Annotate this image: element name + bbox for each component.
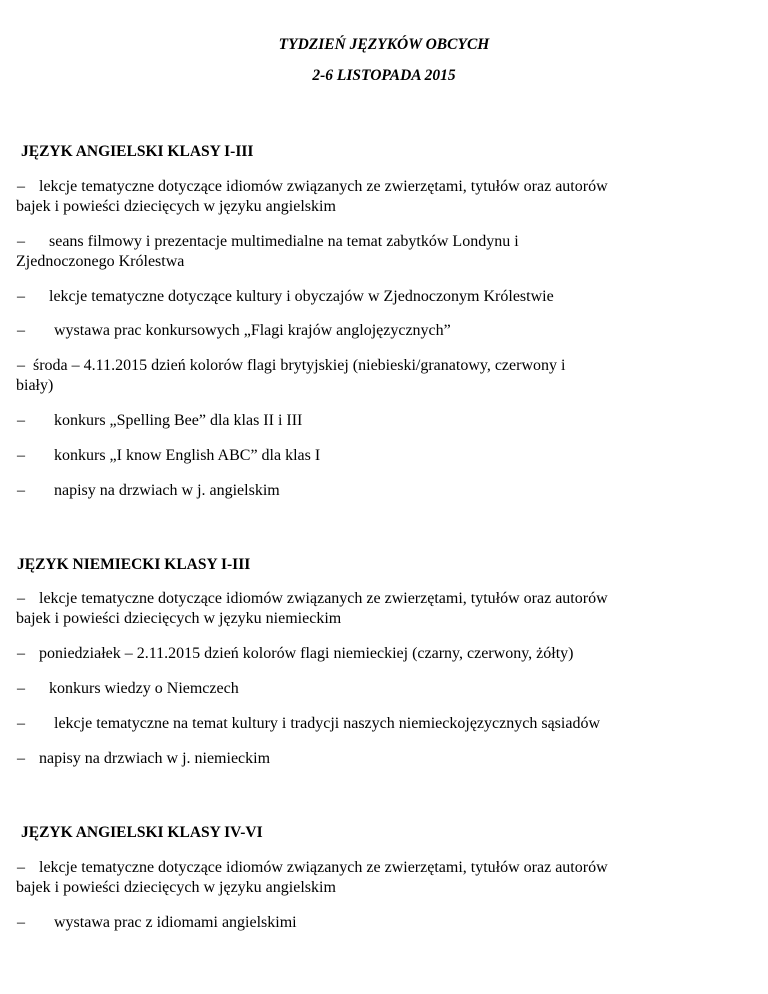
list-item (17, 643, 747, 665)
list-item (17, 713, 747, 735)
item-text: lekcje tematyczne dotyczące idiomów związanych ze zwierzętami, tytułów oraz autorów (39, 859, 608, 876)
item-dash: – (17, 412, 25, 429)
item-text: lekcje tematyczne na temat kultury i tradycji naszych niemieckojęzycznych sąsiadów (54, 715, 600, 732)
list-item (17, 748, 747, 770)
item-text: konkurs „I know English ABC” dla klas I (54, 447, 321, 464)
item-text: napisy na drzwiach w j. angielskim (54, 482, 280, 499)
item-text: poniedziałek – 2.11.2015 dzień kolorów flagi niemieckiej (czarny, czerwony, żółty) (39, 645, 574, 662)
item-text: wystawa prac konkursowych „Flagi krajów anglojęzycznych” (54, 322, 451, 339)
item-dash: – (17, 322, 25, 339)
item-text: wystawa prac z idiomami angielskimi (54, 914, 297, 931)
item-dash: – (17, 447, 25, 464)
item-dash: – (17, 859, 25, 876)
item-text: napisy na drzwiach w j. niemieckim (39, 750, 271, 767)
list-item (17, 588, 747, 610)
list-item (17, 410, 747, 432)
item-dash: – (17, 590, 25, 607)
item-dash: – (17, 233, 25, 250)
item-dash: – (17, 680, 25, 697)
item-text: seans filmowy i prezentacje multimedialne na temat zabytków Londynu i (49, 233, 519, 250)
list-item (17, 286, 747, 308)
list-item-continuation: bajek i powieści dziecięcych w języku angielskim (16, 198, 336, 215)
list-item (17, 231, 747, 253)
item-dash: – (17, 178, 25, 195)
list-item (17, 480, 747, 502)
item-text: konkurs „Spelling Bee” dla klas II i III (54, 412, 303, 429)
list-item (17, 912, 747, 934)
item-text: środa – 4.11.2015 dzień kolorów flagi brytyjskiej (niebieski/granatowy, czerwony i (33, 357, 566, 374)
list-item (17, 320, 747, 342)
item-dash: – (17, 645, 25, 662)
list-item (17, 176, 747, 198)
list-item-continuation: bajek i powieści dziecięcych w języku niemieckim (16, 610, 342, 627)
list-item (17, 678, 747, 700)
item-dash: – (17, 288, 25, 305)
list-item-continuation: bajek i powieści dziecięcych w języku angielskim (16, 879, 336, 896)
item-dash: – (17, 482, 25, 499)
list-item-continuation: Zjednoczonego Królestwa (16, 253, 185, 270)
section-heading-german-1-3: JĘZYK NIEMIECKI KLASY I-III (17, 556, 251, 573)
item-dash: – (17, 750, 25, 767)
list-item (17, 857, 747, 879)
document-dates: 2-6 LISTOPADA 2015 (312, 67, 456, 84)
item-dash: – (17, 357, 25, 374)
item-text: lekcje tematyczne dotyczące idiomów związanych ze zwierzętami, tytułów oraz autorów (39, 178, 608, 195)
list-item (17, 355, 747, 377)
item-dash: – (17, 715, 25, 732)
section-heading-english-1-3: JĘZYK ANGIELSKI KLASY I-III (21, 143, 254, 160)
item-text: lekcje tematyczne dotyczące kultury i obyczajów w Zjednoczonym Królestwie (49, 288, 554, 305)
section-heading-english-4-6: JĘZYK ANGIELSKI KLASY IV-VI (21, 824, 263, 841)
item-text: konkurs wiedzy o Niemczech (49, 680, 239, 697)
list-item-continuation: biały) (16, 377, 54, 394)
item-dash: – (17, 914, 25, 931)
list-item (17, 445, 747, 467)
document-title: TYDZIEŃ JĘZYKÓW OBCYCH (278, 36, 490, 53)
item-text: lekcje tematyczne dotyczące idiomów związanych ze zwierzętami, tytułów oraz autorów (39, 590, 608, 607)
